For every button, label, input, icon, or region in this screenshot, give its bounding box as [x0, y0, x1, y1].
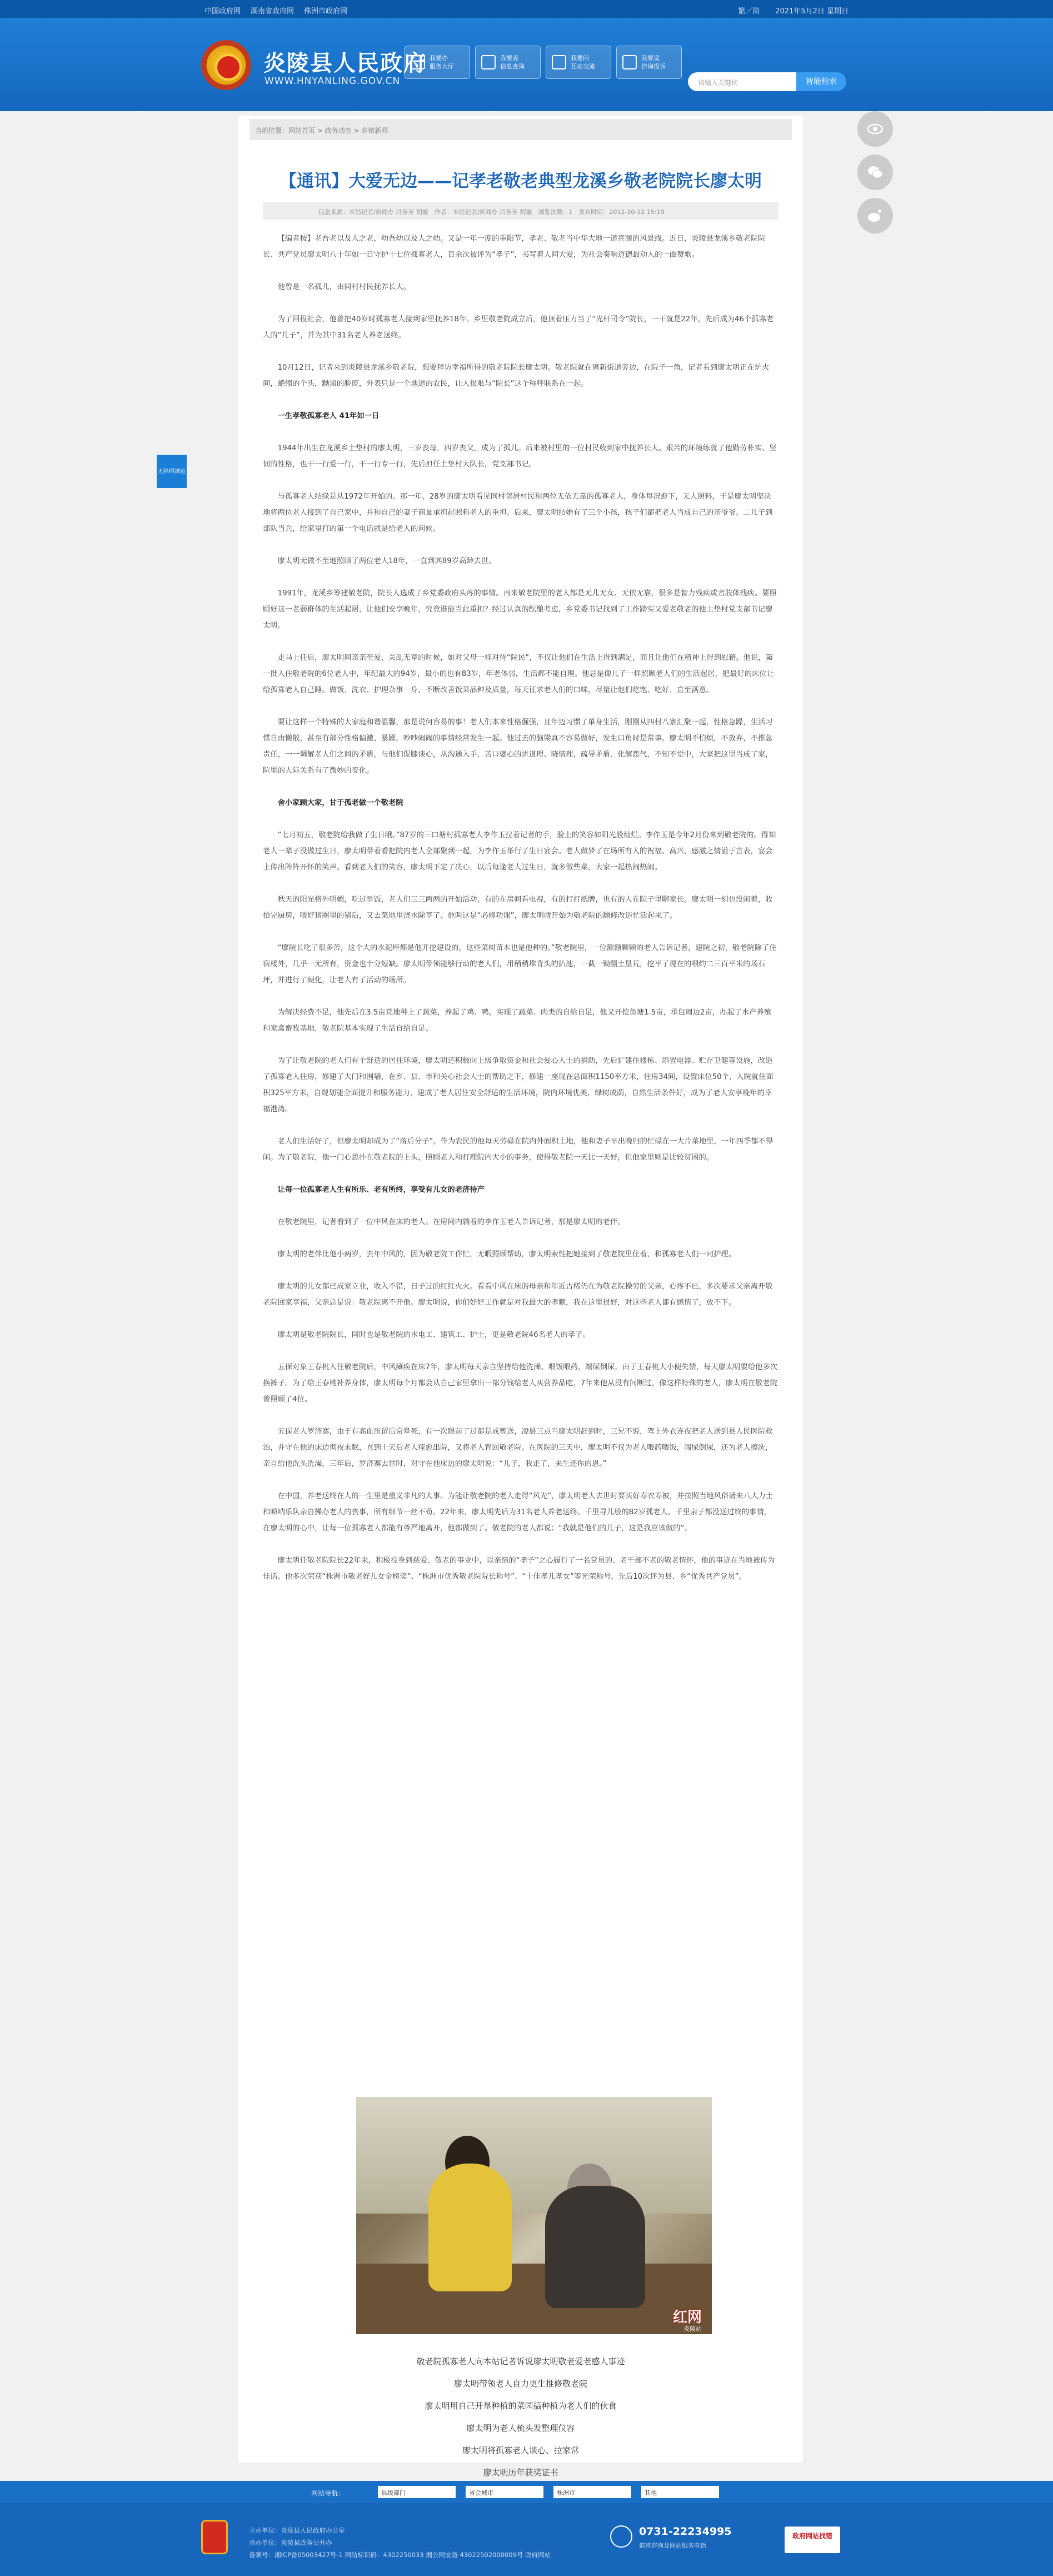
- caption-line: 廖太明为老人梳头发整理仪容: [466, 2423, 575, 2433]
- article-paragraph: 他曾是一名孤儿，由同村村民抚养长大。: [277, 283, 411, 291]
- article-paragraph: 1944年出生在龙溪乡土垫村的廖太明，三岁丧母，四岁丧父，成为了孤儿。后来被村里的一位村民收到家中抚养长大。艰苦的环境练就了他勤劳朴实、坚韧的性格，也干一行爱一行，干一行专一行，先后担任土垫村大队长，党支部书记。: [263, 444, 777, 469]
- side-wechat-button[interactable]: [857, 155, 893, 190]
- date-text: 2021年5月2日 星期日: [775, 7, 849, 16]
- footer-tel: 0731-22234995: [639, 2525, 732, 2538]
- footer-select-province[interactable]: 省会城市: [466, 2486, 543, 2498]
- article-paragraph: 廖太明的儿女都已成家立业，收入不错，日子过的红红火火。看看中风在床的母亲和年近古稀仍在为敬老院操劳的父亲，心疼不已，多次要求父亲离开敬老院回家享福，父亲总是说：敬老院离不开他。廖太明说，你们好好工作就是对我最大的孝顺，我在这里很好，对这些老人都有感情了，放不下。: [263, 1282, 773, 1307]
- caption-line: 廖太明将孤寡老人谈心、拉家常: [462, 2445, 579, 2455]
- breadcrumb[interactable]: 当前位置：网站首页 > 政务动态 > 乡镇新闻: [249, 119, 792, 140]
- error-report-badge[interactable]: 政府网站找错: [785, 2527, 840, 2553]
- side-weibo-button[interactable]: [857, 198, 893, 233]
- footer-select-city[interactable]: 株洲市: [553, 2486, 631, 2498]
- article-paragraph: 要让这样一个特殊的大家庭和谐温馨，那是说何容易的事！老人们本来性格倔强，且年迈习惯了单身生活，刚刚从四村八寨汇聚一起，性格急躁，生活习惯自由懒散，甚至有部分性格偏激、暴躁，吵吵闹闹的事情经常发生一起。他过去的脑梁真不容易做好，发生口角时是常事。廖太明不怕烦，不放弃，不推急责任，一一调解老人们之间的矛盾，与他们促膝谈心，从沟通入手，苦口婆心的讲道理、晓情理，疏导矛盾、化解怨气，不知不觉中，大家把这里当成了家，院里的人际关系有了微妙的变化。: [263, 718, 773, 775]
- article-paragraph: 为了回报社会，他曾把40岁时孤寡老人接到家里抚养18年。乡里敬老院成立后，他顶着压力当了“光杆司令”院长，一干就是22年，先后成为46个孤寡老人的“儿子”，并为其中31名老人养老送终。: [263, 315, 774, 340]
- article-meta: 信息来源：本站记者/新闻办 冯芳芳 胡璇 作者：本站记者/新闻办 冯芳芳 胡璇 浏览次数：1 发布时间：2012-10-12 15:19: [263, 202, 778, 220]
- footer-nav-label: 网站导航：: [311, 2489, 345, 2497]
- article-photo: [356, 2097, 712, 2334]
- quick-button-query[interactable]: 我要查 信息查询: [475, 46, 541, 79]
- top-links: [204, 5, 347, 16]
- top-right: [738, 5, 849, 16]
- site-header: [0, 18, 1053, 111]
- wechat-icon: [866, 163, 884, 181]
- article-paragraph: 五保对象王春桃入住敬老院后，中风瘫痪在床7年，廖太明每天亲自坚持给他洗澡、喂饭喂药，端屎倒尿，由于王春桃大小便失禁，每天廖太明要给他多次换裤子。为了给王春桃补养身体，廖太明每个月都会从自己家里拿出一部分钱给老人买营养品吃，7年来他从没有间断过，像这样特殊的老人，廖太明在敬老院曾照顾了4位。: [263, 1363, 777, 1404]
- weibo-icon: [866, 207, 884, 225]
- article-paragraph: 老人们生活好了，但廖太明却成为了“落后分子”。作为农民的他每天劳碌在院内外面积土地，他和妻子早出晚归的忙碌在一大片菜地里，一年四季都不得闲。为了敬老院，他一门心思扑在敬老院的上头，照顾老人和打理院内大小的事务，使得敬老院一天比一天好，但他家里则是比较贫困的。: [263, 1137, 773, 1162]
- footer-select-county[interactable]: 县级部门: [378, 2486, 456, 2498]
- article-paragraph: 1991年，龙溪乡筹建敬老院，院长人选成了乡党委政府头疼的事情。再来敬老院里的老人都是无儿无女、无依无靠，很多是智力残疾或者肢体残疾。要照顾好这一老弱群体的生活起居，让他们安享晚年，究竟谁能当此重担？经过认真的酝酿考虑，乡党委书记找到了工作踏实又爱老敬老的他土垫村党支部书记廖太明。: [263, 589, 777, 630]
- site-title[interactable]: 炎陵县人民政府: [263, 50, 427, 76]
- article-paragraph: 在中国，养老送终在人的一生里是重义非凡的大事。为能让敬老院的老人走得“风光”，廖太明老人去世时要买好寿衣寿被，并按照当地风俗请来八大力士和唢呐乐队亲自操办老人的丧事，所有细节一丝不苟。22年来，廖太明先后为31名老人养老送终。千里寻儿般的82岁孤老人、千里亲子都没送过终的事情，在廖太明的心中，让每一位孤寡老人都能有尊严地离开，他都做到了。敬老院的老人都说：“我就是他们的儿子，这是我应该做的”。: [263, 1492, 773, 1533]
- section-heading: 舍小家顾大家，甘于孤老做一个敬老院: [277, 799, 403, 807]
- quick-button-ask[interactable]: 我要问 互动交流: [546, 46, 611, 79]
- footer-info: 主办单位：炎陵县人民政府办公室 承办单位：炎陵县政务公开办 备案号：湘ICP备05003427号-1 网站标识码：4302250033 湘公网安备 43022502000009号 政府网站: [249, 2527, 551, 2559]
- article-paragraph: 廖太明的老伴比他小两岁，去年中风的，因为敬老院工作忙，无暇照顾帮助，廖太明索性把她接到了敬老院里住着，和孤寡老人们一同护理。: [277, 1250, 736, 1259]
- chat-icon: [552, 55, 566, 69]
- query-icon: [481, 55, 496, 69]
- photo-captions: [238, 2350, 803, 2484]
- caption-line: 敬老院孤寡老人向本站记者诉说廖太明敬老爱老感人事迹: [416, 2356, 625, 2366]
- photo-watermark-sub: 炎陵站: [683, 2325, 702, 2333]
- caption-line: 廖太明用自己开垦种植的菜园搞种植为老人们的伙食: [425, 2401, 617, 2411]
- article-paragraph: 为解决经费不足，他先后在3.5亩荒地种上了蔬菜，养起了鸡、鸭，实现了蔬菜、肉类的自给自足，他又开挖鱼塘1.5亩，承包周边2亩，办起了水产养殖和家禽畜牧基地，敬老院基本实现了生活自给自足。: [263, 1008, 772, 1033]
- accessibility-badge[interactable]: 无障碍浏览: [157, 455, 187, 488]
- search-input[interactable]: 请输入关键词: [688, 72, 796, 91]
- article-paragraph: “七月初五，敬老院给我做了生日哦。”87岁的三口塘村孤寡老人李作玉拉着记者的手，脸上的笑容如阳光般灿烂。李作玉是今年2月份来到敬老院的。得知老人一辈子没做过生日，廖太明带着看把院内老人全部聚到一起，为李作玉举行了生日宴会。老人做梦了在场所有人的祝福、高兴、感激之情溢于言表，宴会上传出阵阵开怀的笑声。看到老人们的笑容，廖太明下定了决心，以后每逢老人过生日，就多做些菜，大家一起热闹热闹。: [263, 831, 776, 872]
- article-paragraph: 廖太明任敬老院院长22年来，积极投身到慈爱、敬老的事业中，以亲情的“孝子”之心履行了一名党员的、老干部不老的敬老情怀，他的事迹在当地被传为佳话。他多次荣获“株洲市敬老好儿女金榜奖”、“株洲市优秀敬老院院长称号”、“十佳孝儿孝女”等光荣称号，先后10次评为县、乡“优秀共产党员”。: [263, 1556, 775, 1581]
- complaint-icon: [622, 55, 637, 69]
- side-view-button[interactable]: [857, 111, 893, 147]
- footer-select-other[interactable]: 其他: [641, 2486, 719, 2498]
- quick-button-do[interactable]: 我要办 服务大厅: [405, 46, 470, 79]
- article-paragraph: 在敬老院里，记者看到了一位中风在床的老人。在房间内躺着的李作玉老人告诉记者，那是廖太明的老伴。: [277, 1218, 625, 1226]
- quick-button-say[interactable]: 我要说 咨询投诉: [616, 46, 682, 79]
- section-heading: 一生孝敬孤寡老人 41年如一日: [277, 412, 380, 420]
- footer-tel-sub: 值班咨询及网站服务电话: [639, 2542, 706, 2549]
- article-container: [238, 116, 803, 2478]
- article-paragraph: 为了让敬老院的老人们有个舒适的居住环境，廖太明还积极向上级争取资金和社会爱心人士的捐助，先后扩建住楼栋、添置电器、贮存卫健等设施，改造了孤寡老人住房，修建了大门和围墙，在乡、县、市和关心社会人士的帮助之下，修建一座现在总面积1150平方米，住房34间，设置床位50个，入院就住面积325平方米，自规划能全面提升和服务能力，建成了老人居住安全舒适的生活环境，院内环境优美，绿树成荫，自然生活条件好，成为了老人安享晚年的幸福港湾。: [263, 1057, 773, 1113]
- site-footer: [0, 2503, 1053, 2576]
- article-paragraph: 10月12日，记者来到炎陵县龙溪乡敬老院，想要拜访幸福所得的敬老院院长廖太明。敬老院就在离新街道旁边，在院子一角，记者看到廖太明正在炉火间，蜷缩的个头，黝黑的脸庞，外表只是一个地道的农民，让人很难与“院长”这个称呼联系在一起。: [263, 364, 770, 388]
- party-emblem-icon: [201, 2520, 228, 2554]
- search-button[interactable]: 智能检索: [796, 72, 846, 91]
- caption-line: 廖太明带领老人自力更生推修敬老院: [453, 2379, 587, 2389]
- article-title: 【通讯】大爱无边——记孝老敬老典型龙溪乡敬老院院长廖太明: [280, 171, 762, 191]
- eye-icon: [866, 120, 884, 138]
- top-link-gov[interactable]: 中国政府网: [204, 7, 241, 16]
- top-link-zhuzhou[interactable]: 株洲市政府网: [304, 7, 348, 16]
- article-paragraph: 五保老人罗济寨，由于有高血压留后常晕死，有一次眼前了过都是成葬送，凌晨三点当廖太明赶到时，三兄不说，驾上外衣连夜把老人送到县人民医院救治，并守在他的床边彻夜未眠，直到十天后老人痊愈出院，又将老人背回敬老院。在医院的三天中，廖太明不仅为老人喂药喂饭，端屎倒尿，还为老人擦洗，亲自给他洗头洗澡，三年后，罗济寨去世时，对守在他床边的廖太明说：“儿子，我走了，来生还你的恩。”: [263, 1428, 773, 1468]
- article-paragraph: 走马上任后，廖太明同亲亲至爱，关乱无章的时候，如对父母一样对待“院民”，不仅让他们在生活上得到满足，而且让他们在精神上得到慰藉。他说，第一批入住敬老院的6位老人中，年纪最大的94岁，最小的也有83岁，年老体弱，生活都不能自理。他总是像儿子一样照顾老人们的生活起居，把最好的床位让给孤寡老人自己睡。做饭、洗衣、护理杂事一身，不断改善饭菜品种及质量，每天征求老人们的口味，尽量让他们吃饱、吃好、直至满意。: [263, 654, 774, 694]
- article-body: [263, 231, 778, 1601]
- article-paragraph: 廖太明无微不至地照顾了两位老人18年，一直到其89岁高龄去世。: [277, 557, 496, 565]
- lang-toggle[interactable]: 繁／简: [738, 7, 760, 16]
- service-icon: [411, 55, 425, 69]
- caption-line: 廖太明历年获奖证书: [483, 2468, 558, 2478]
- top-bar: [0, 0, 1053, 18]
- footer-nav: [0, 2481, 1053, 2503]
- article-paragraph: 廖太明是敬老院院长，同时也是敬老院的水电工、建筑工、护士，更是敬老院46名老人的孝子。: [277, 1331, 590, 1339]
- article-paragraph: 秋天的阳光格外明媚，吃过早饭，老人们三三两两的开始活动，有的在房间看电视，有的打打纸牌，也有的人在院子里聊家长。廖太明一刻也没闲着，收拾完厨房，喂好猪圈里的猪后，又去菜地里浇水除草了。他叫这是“必修功课”，廖太明就开始为敬老院的翻修改造忙活起来了。: [263, 896, 773, 920]
- top-link-hunan[interactable]: 湖南省政府网: [251, 7, 295, 16]
- article-paragraph: 与孤寡老人结缘是从1972年开始的。那一年，28岁的廖太明看见同村邻居村民和两位无依无靠的孤寡老人，身体每况愈下，无人照料，于是廖太明坚决地将两位老人接到了自己家中，并和自己的妻子商量承担起照料老人的重担。后来，廖太明结婚有了三个小孩，孩子们都把老人当成自己的亲爷爷。二儿子到部队当兵，给家里打的第一个电话就是给老人的问候。: [263, 493, 773, 533]
- section-heading: 让每一位孤寡老人生有所乐、老有所终，享受有儿女的老济待产: [277, 1186, 485, 1194]
- article-paragraph: “廖院长吃了很多苦，这个大的水泥坪都是他开挖建设的，这些菜树苗木也是他种的。”敬老院里，一位额额颗颗的老人告诉记者，建院之初，敬老院除了住宿楼外，几乎一无所有，资金也十分短缺。廖太明带领能够行动的老人们，用稍稍堆背头的扒池，一截一锄翻土垦荒，挖平了现在的喂约二三百平米的场石坪，并进行了硬化，让老人有了活动的场所。: [263, 944, 777, 984]
- article-paragraph: 【编者按】老吾老以及人之老，幼吾幼以及人之幼。又是一年一度的重阳节，孝老、敬老当中华大地一道亮丽的风景线。近日，炎陵县龙溪乡敬老院院长、共产党员廖太明八十年如一日守护十七位孤寡老人，百余次被评为“孝子”，书写着人间大爱，为社会奏响道德最动人的一曲赞歌。: [263, 235, 766, 259]
- photo-watermark: 红网: [672, 2309, 702, 2326]
- site-url: WWW.HNYANLING.GOV.CN: [265, 76, 401, 87]
- phone-icon: [610, 2525, 632, 2548]
- national-emblem-icon: [201, 40, 251, 90]
